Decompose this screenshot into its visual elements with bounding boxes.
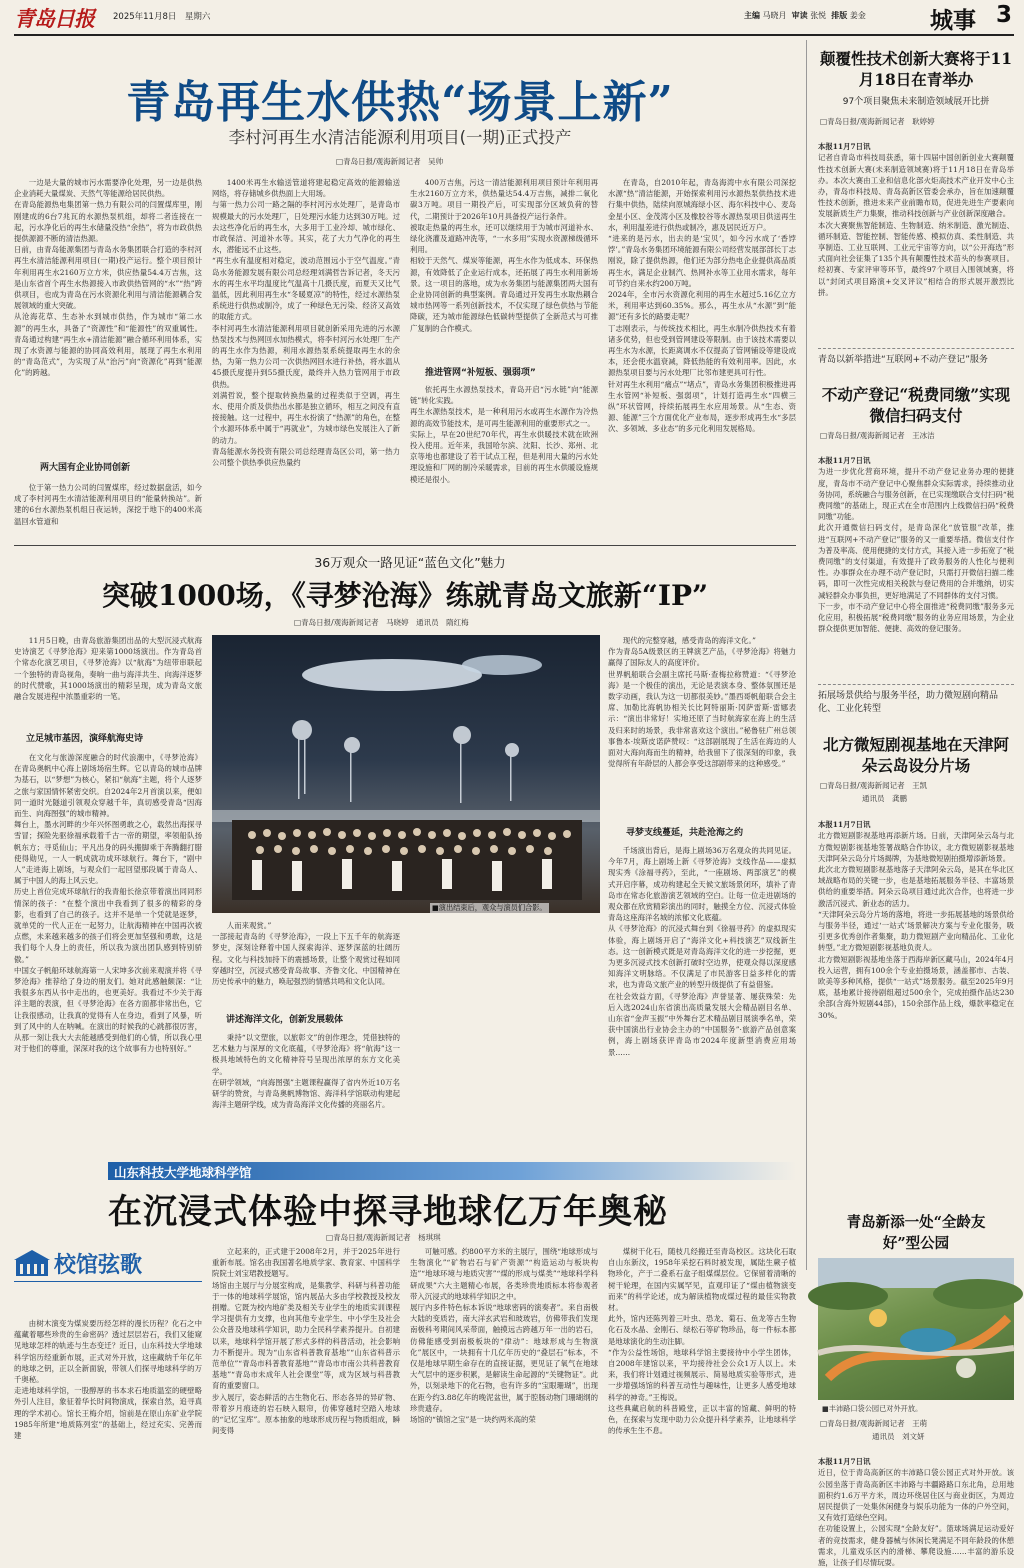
story2-col1: 11月5日晚，由青岛旅游集团出品的大型沉浸式航海史诗演艺《寻梦沧海》迎来第1000场演出。作为青岛首个常态化演艺项目，《寻梦沧海》以“航海”为纽带串联起一个独特的青岛视角，奏响一曲与海洋共生、向海洋逐梦的时代赞歌，其1000场演出的精彩呈现，成为青岛文旅融合发展进程中浓墨重彩的一笔。 [14,636,202,702]
story3-headline: 在沉浸式体验中探寻地球亿万年奥秘 [108,1192,668,1232]
column-divider [806,40,807,1270]
story2-byline: □青岛日报/观海新闻记者 马晓婷 通讯员 隋红梅 [294,618,469,627]
page-number: 3 [996,2,1013,28]
side1-headline: 颠覆性技术创新大赛将于11月18日在青举办 [819,49,1013,89]
side2-body: 为进一步优化营商环境，提升不动产登记业务办理的便捷度，青岛市不动产登记中心聚焦群众实际需求，持续推动业务协同，系统融合与服务创新，在已实现缴联合支付扫码“税费同缴”的基础上，现正式在全市范围内上线微信扫码“税费同缴”功能。 此次开通微信扫码支付，是青岛深化“放管服”改革，推进“互联网+不动产登记”服务的又一重要举措。微信支付作为普及率高、使用便捷的支付方式，其接入进一步拓宽了“税费同缴”的支付渠道，有效提升了政务服务的人性化与便利性。办事群众在办理不动产登记时，只需打开微信扫描二维码，即可一次性完成相关税款与登记费用的合并缴纳，切实减轻群众办事负担，更好地满足了不同群体的支付习惯。 下一步，市不动产登记中心将全面推进“税费同缴”服务多元化应用，积极拓展“税费同缴”服务的业务应用场景，为企业群众提供更加智能、便捷、高效的登记服务。 [818,467,1014,634]
side4-headline: 青岛新添一处“全龄友好”型公园 [846,1214,986,1252]
side4-body: 近日，位于青岛高新区的丰沛路口袋公园正式对外开放。该公园坐落于青岛高新区丰沛路与丰疆路路口东北角，总用地面积约1.6万平方米，周边环绕居住区与商业街区，为周边居民提供了一处集休闲健身与娱乐功能为一体的户外空间，又有效打造绿色空间。 在功能设置上，公园实现“全龄友好”。篮球场满足运动爱好者的竞技需求，健身器械与休闲长凳满足不同年龄段的休憩需求，儿童戏乐区内的滑梯、攀爬设施……丰富的游乐设施，让孩子们尽情玩耍。 [818,1468,1014,1568]
lead-col1: 一边是大量的城市污水需要净化处理，另一边是供热企业消耗大量煤炭、天然气等能源给居民供热。 在青岛能源热电集团第一热力有限公司的闫置煤库里，刚刚建成的6台7兆瓦的水源热泵机组，却将二者连接在一起，污水净化后的再生水储量没热“余热”，将为市政供热提供源源不断的清洁热源。 日前，由青岛能源集团与青岛水务集团联合打造的李村河再生水清洁能源利用项目(一期)投产运行。整个项目预计年利用再生水2160万立方米，供应热量54.4万吉焦，这是山东省首个再生水热源接入市政供热管网的“水”“热”跨供项目，也成为青岛在污水资源化利用与清洁能源耦合发展领域的重大突破。 从沧海花草、生态补水到城市供热，作为城市“第二水源”的再生水，具备了“资源性”和“能源性”的双重属性。青岛通过构建“再生水+清洁能源”融合循环利用体系，实现了水资源与能源的协同高效利用，展现了再生水利用的“青岛范式”，为实现了从“治污”向“资源化”再到“能源化”的跨越。 [14,178,202,378]
side1-text [818,130,1014,342]
story2-col2b: 秉持“以文塑旅，以旅彰文”的创作理念，凭借独特的艺术魅力与深厚的文化底蕴，《寻梦沧海》将“航海”这一极具地域特色的文化精神符号呈现出浓厚的东方文化美学。 在研学领域，“向海图强”主题课程赢得了省内外近10万名研学的赞赏，与青岛奥帆博物馆、海洋科学馆联动构建起海洋主题研学线，成为青岛海洋文化传播的亮丽名片。 [212,1033,400,1110]
lead-col4: 在青岛，自2010年起，青岛海湾中水有限公司深挖水源“热”清洁能源，开始探索利用污水源热泵供热技术进行集中供热，陆续向原城海绿小区、海尔科技中心、麦岛金星小区、金茂湾小区及橡胶谷等水源热泵项目供送再生水，利用温差进行供热或制冷，惠及居民近万户。 “进来的是污水，出去的是‘宝贝’，如今污水成了‘香饽饽’。”青岛水务集团环境能源有限公司经营发展部部长丁志刚说，除了提供热源，他们还为部分热电企业提供高品质再生水，满足企业制汽、热网补水等工业用水需求，每年可节约自来水约200万吨。 2024年，全市污水资源化利用的再生水超过5.16亿立方米，利用率达到60.35%。那么，再生水从“水源”到“能源”还有多长的路要走呢？ 丁志刚表示，与传统技术相比，再生水制冷供热技术有着诸多优势，但也受到管网建设等限制。由于该技术需要以再生水为水源，长距离调水不仅提高了管网铺设等建设成本，还会使水温衰减，降低热能的有效利用率。因此，水源热泵项目要与污水处理厂比邻布建更具可行性。 针对再生水利用“痛点”“堵点”，青岛水务集团积极推进再生水管网“补短板、强弱项”，计划打造再生水“四横三纵”环状管网，持续拓展再生水应用场景。从“生态、资源、能源”三个方面优化产业布局，逐步形成再生水“多层次、多领域、多业态”的多元化利用发展格局。 [608,178,796,434]
editor-credits [744,10,866,21]
story2-kicker: 36万观众一路见证“蓝色文化”魅力 [314,555,506,570]
side2-byline: □青岛日报/观海新闻记者 王冰洁 [820,431,935,440]
side2-kicker: 青岛以新举措进“互联网+不动产登记”服务 [818,355,988,365]
side4-lead-tag: 本报11月7日讯 [818,1457,871,1467]
story3-col1: 由树木演变为煤炭要历经怎样的漫长历程？化石之中蕴藏着哪些珍贵的生命密码？透过层层岩石，我们又能窥见地球怎样的轨迹与生态变迁？近日，山东科技大学地球科学馆历经重新布展，正式对外开放，这座藏纳千年亿年的地球之钥，正以全新面貌，带领人们探寻地球科学的万千奥秘。 走进地球科学馆，一股醇厚的书本求石地质温室的硬壁略外引人注目，象征着华长时间物演成，探索自然，追寻真理的学术初心。馆长王梅介绍，馆前是在原山东矿业学院1985年所建“地质陈列室”的基础上，经过充实、完善而建 [14,1319,202,1441]
side2-rule [818,684,1014,685]
side2-text [818,444,1014,682]
lead-col1-subhead: 两大国有企业协同创新 [40,463,131,473]
story3-byline: □青岛日报/观海新闻记者 杨琪琪 [326,1233,441,1242]
side3-lead-tag: 本报11月7日讯 [818,820,871,830]
side3-kicker: 拓展场景供给与服务半径，助力微短剧向精品化、工业化转型 [818,691,999,714]
side4-byline2: 通讯员 刘文妍 [872,1432,925,1441]
story2-col1b: 在文化与旅游深度融合的时代浪潮中，《寻梦沧海》在青岛奥帆中心海上剧场场宿生辉。它以青岛的城市品牌为基石，以“梦想”为核心，紧扣“航海”主题，将个人逐梦之旅与家国情怀紧密交织。自2024年2月首演以来，便如同一道时光隧道引领观众穿越千年，真切感受青岛“因海而生、向海图强”的城市精神。 舞台上，墨水河畔的少年兴怀图勇敢之心，载然出海探寻雪冒；探险先驱徐福承载着千古一帝的期望，率领船队扬帆东方；寻觅仙山；平凡出身的码头搬脚乘于奔腾翻打腊使得勋见，一人一帆成就功成环球航行。舞台下，“剧中人”走进海上剧场，与观众们一起回望那段属于青岛人、属于中国人的海上风云史。 历史上首位完成环球航行的我青船长徐京带着演出同同形情深的孩子：“在整个演出中我看到了很多的精彩的身影，也看到了自己的孩子。这并不是单一个凭就是逐梦，就单凭的一代人正在一起努力，让航海精神在中国再次被点燃，未来越来越多的孩子们将会更加坚强和勇敢，这是我们每个人身上的责任，所以我为演出团队感到特别骄傲。” 中国女子帆船环球航海第一人宋坤多次前来观演并将《寻梦沧海》推荐给了身边的朋友们。她对此感触颇深：“让我很多东西从书中走出的，也更美好。我看过不少关于海洋主题的表演，但《寻梦沧海》在各方面都非常出色，它让我很感动，让我真的觉得有人在身边，看到了风暴，听到了风中的人在呐喊。在演出的时候我的心跳都很厉害，从那一刻让我大大去能越感受到他们的心情，所以我心里对于他们的尊重，深深对我的这个故事有力也特别好。” [14,753,202,1054]
story3-kicker: 山东科技大学地球科学馆 [114,1165,252,1180]
story3-col3: 可触可感。约800平方米的主展厅，围绕“地球形成与生物演化”“矿物岩石与矿产资源”“构造运动与板块构造”“地球环境与地质灾害”“煤的形成与煤类”“地球科学科研成果”六大主题精心布展，各类珍贵地质标本将参观者带入沉浸式的地球科学知识之中。 展厅内多件特色标本诉说“地球密码的演奏者”。来自南极大陆的变质岩，南大洋玄武岩和玻玻岩，仿佛带我们发现南极科考期间风采带面，触摸远古跨越万年一出的岩石，仿佛能感受到南极板块的“律动”：地球形成与生物演化”展区中，一块拥有十几亿年历史的“叠层石”标本，不仅是地球早期生命存在的直接证据，更见证了氧气在地球大气层中的逐步积累，是解读生命起源的“关键物证”。此外，以刻录地下的化石物，也有许多的“宝眼珊瑚”，出现在距今约3.88亿年的晚泥盆世，属于腔肠动物门珊瑚纲的珍贵遗存。 场馆的“镇馆之宝”是一块约两米高的荣 [410,1247,598,1425]
side3-byline: □青岛日报/观海新闻记者 王凯 [820,781,928,790]
newspaper-logo: 青岛日报 [14,6,94,31]
side3-byline2: 通讯员 龚鹏 [862,794,907,803]
masthead-rule [14,34,1014,36]
park-photo [818,1258,1014,1400]
show-photo-caption: ■演出结束后，观众与演员们合影。 [432,903,547,912]
masthead [0,0,1024,34]
story3-col2: 立起来的，正式建于2008年2月，并于2025年进行重新布展。馆名由我国著名地质学家、教育家、中国科学院院士刘宝珺教授题写。 场馆由主展厅与分展室构成，是集教学、科研与科普功能于一体的地球科学展馆，馆内展品大多由学校教授及校友捐赠。它既为校内地矿类及相关专业学生的地质实训课程学习提供有力支撑，也向其他专业学生、中小学生及社会公众普及地球科学知识，助力全民科学素养提升。自初建以来，地球科学馆开展了形式多样的科普活动，社会影响力不断提升。现为“山东省科普教育基地”“山东省科普示范单位”“青岛市科普教育基地”“青岛市市南公共科普教育基地”“青岛市未成年人社会课堂”等，成为区域与科普教育的重要窗口。 步入展厅，姿态鲜活的古生物化石、形态各异的异矿物、带着岁月痕迹的岩石映入眼帘，仿佛穿越时空踏入地球的“记忆宝库”。原本抽象的地球形成历程与物质组成，瞬间变得 [212,1247,400,1436]
side1-body: 记者自青岛市科技局获悉，第十四届中国创新创业大赛颠覆性技术创新大赛(未来制造领域赛)将于11月18日在青岛举办。本次大赛由工业和信息化部火炬高技术产业开发中心主办，青岛市科技局、青岛高新区管委会承办，旨在加速颠覆性技术创新，推进未来产业前瞻布局，促进先进生产要素向发展新质生产力集聚，推动科技创新与产业创新深度融合。 本次大赛聚焦智能制造、生物制造、纳米制造、激光制造、循环制造、智能控制、智能传感、模拟仿真、柔性制造、共享制造、工业互联网、工业元宇宙等方向，以“公开海选”形式面向社会征集了135个具有颠覆性技术苗头的参赛项目。经初赛、专家评审等环节，最终97个项目入围领域赛，将以“封闭式项目路演+交叉评议”相结合的形式展开激烈比拼。 [818,153,1014,297]
story2-col4b: 千场演出背后，是海上剧场36万名观众的共同见证。今年7月，海上剧场上新《寻梦沧海》支线作品——虚拟现实秀《涂福寻药》，至此，“一座剧场、两部演艺”的模式开启序幕，成功构建起全天候文旅场景闭环，填补了青岛市在常态化旅游演艺领域的空白。让每一位走进剧场的观众都在欣赏精彩演出的同时，触摸全方位、沉浸式体验青岛这座海洋名城的浓郁文化底蕴。 从《寻梦沧海》的沉浸式舞台到《徐福寻药》的虚拟现实体验，海上剧场开启了“海洋文化+科技演艺”双线新生态。这一创新模式既是对青岛海洋文化的进一步挖掘，更为更多沉浸式技术创新打破时空边界，使观众得以深度感知海洋文明脉络。不仅满足了市民游客日益多样化的需求，也为青岛文旅产业的转型升级提供了有益借鉴。 在社会效益方面，《寻梦沧海》声誉显著、屡获殊荣：先后入选2024山东省演出高质量发展大会精品剧目名单、山东省“金声玉振”中外舞台艺术精品剧目展演季名单，荣获中国演出行业协会主办的“中国服务”·旅游产品创意案例，海上剧场获评青岛市2024年度新型消费应用场景…… [608,846,796,1057]
side1-subhead: 97个项目聚焦未来制造领域展开比拼 [842,97,990,107]
show-photo-illustration [212,635,600,913]
lead-col1b: 位于第一热力公司的闫置煤库，经过数据盘活，如今成了李村河再生水清洁能源利用项目的“能量转换站”。新建的6台水源热泵机组日夜运转，深挖于地下的400米高温回水管道和 [14,483,202,526]
side3-text [818,808,1014,1208]
park-illustration [818,1258,1014,1400]
reviewer-name: 张悦 [810,11,827,20]
building-icon [14,1248,50,1278]
story2-col1-subhead: 立足城市基因，演绎航海史诗 [26,734,144,744]
side3-headline: 北方微短剧视基地在天津阿朵云岛设分片场 [822,735,1009,775]
lead-subhead: 李村河再生水清洁能源利用项目(一期)正式投产 [228,128,572,147]
side1-byline: □青岛日报/观海新闻记者 耿婷婷 [820,117,935,126]
story2-col2: 人而来观赏。” 一部接起青岛的《寻梦沧海》，一段上下五千年的航海逐梦史，深刻诠释着中国人探索海洋、逐梦深蓝的壮阔历程。文化与科技加持下的震撼场景，让整个观赏过程如同穿越时空，沉浸式感受青岛故事、齐鲁文化、中国精神在历史传承中的魅力，唤起强烈的情感共鸣和文化认同。 [212,921,400,987]
section-name: 城事 [930,8,976,34]
side2-lead-tag: 本报11月7日讯 [818,456,871,466]
reviewer-label: 审读 [791,11,808,20]
story2-headline: 突破1000场，《寻梦沧海》练就青岛文旅新“IP” [101,579,709,612]
side3-body: 北方微短剧影视基地再添新片场。日前，天津阿朵云岛与北方微短剧影视基地签署战略合作协议，北方微短剧影视基地天津阿朵云岛分片场揭牌，为基地微短剧拍摄增添新场景。 此次北方微短剧影视基地落子天津阿朵云岛，是其在华北区域战略布局的关键一步，也是基地拓展服务半径、丰富场景供给的重要举措。阿朵云岛项目通过此次合作，也将进一步激活沉浸式、新业态的活力。 “天津阿朵云岛分片场的落地，将进一步拓展基地的场景供给与服务半径，通过‘一站式’场景解决方案与专业化服务，吸引更多优秀创作者集聚，助力微短剧产业向精品化、工业化转型。”北方微短剧影视基地负责人。 北方微短剧影视基地坐落于西海岸新区藏马山，2024年4月投入运营，拥有100余个专业拍摄场景，涵盖都市、古装、欧美等多种风格，提供“一站式”场景服务。截至2025年9月底，基地累计接待剧组超过500余个，完成拍摄作品达230余部(含海外短剧44部)，150余部作品上线，爆款率稳定在30%。 [818,831,1014,1020]
side4-caption: ■丰沛路口袋公园已对外开放。 [822,1404,923,1413]
editor-label: 主编 [744,11,760,20]
side2-headline: 不动产登记“税费同缴”实现微信扫码支付 [821,385,1011,425]
issue-date: 2025年11月8日 星期六 [113,12,211,22]
show-photo [212,635,600,913]
lead-col2: 1400米再生水输送管道将建起稳定高效的能源输送网络，将存储城乡供热面上大用场。 与第一热力公司一路之隔的李村河污水处理厂，是青岛市规模最大的污水处理厂，日处理污水能力达到30万吨。过去这些净化后的再生水，大多用于工业冷却、城市绿化、市政保洁、河道补水等。其实，花了大力气净化的再生水，潜能远不止这些。 “再生水有温度相对稳定，波动范围远小于空气温度。”青岛水务能源发展有限公司总经理刘满哲告诉记者，冬天污水的再生水平均温度比气温高十几摄氏度，而夏天又比气温低，因此利用再生水“冬暖夏凉”的特性，经过水源热泵系统进行供热或制冷，成了一种绿色无污染、经济又高效的取能方式。 李村河再生水清洁能源利用项目就创新采用先进的污水源热泵技术与热网回水加热模式，将李村河污水处理厂生产的再生水作为热源，利用水源热泵系统提取再生水的余热，为第一热力公司一次供热网回水进行补热，将水温从45摄氏度提升到55摄氏度，最终并入热力管网用于市政供热。 刘满哲说，整个提取转换热量的过程类似于空调，再生水、使用介质及供热出水都是独立循环，相互之间没有直接接触。这一过程中，再生水扮演了“热源”的角色，在整个水源环体系中属于“再就业”，为城市绿色发展注入了新的动力。 青岛能源水务投资有限公司总经理青岛区公司，第一热力公司整个供热季供应热量约 [212,178,400,468]
side1-rule [818,348,1014,349]
column-logo [14,1246,202,1282]
lead-col3: 400万吉焦，污这一清洁能源利用项目预计年利用再生水2160万立方米，供热量达54.4万吉焦，减排二氧化碳3万吨。项目一期投产后，可实现部分区域负荷的替代，二期预计于2026年10月具备投产运行条件。 被取走热量的再生水，还可以继续用于为城市河道补水、绿化浇灌及道路冲洗等，“一水多用”实现水资源梯级循环利用。 相较于天然气、煤炭等能源，再生水作为低成本、环保热源，有效降低了企业运行成本，还拓展了再生水利用新场景。这一项目的落地，成为水务集团与能源集团两大国有企业协同创新的典型案例。青岛通过开发再生水取热耦合城市热网等一系列创新技术，不仅实现了绿色供热与节能降碳，还为城市能源绿色低碳转型提供了全新范式与可推广复制的合作模式。 [410,178,598,333]
layout-name: 姜金 [849,11,866,20]
layout-label: 排版 [831,11,848,20]
story3-col4: 煤树干化石，随枝几经搬迁至青岛校区。这块化石取自山东新汶，1958年采挖石料时被发现，属陆生蕨子植物珍化，产于二叠系石盒子组煤煤层位。它保留着清晰的树干轮理，在国内实属罕见，直观印证了“煤由植物演变而来”的科学论述，成为解读植物成煤过程的最佳实物教材。 此外，馆内还陈列着三叶虫、恐龙、菊石、鱼龙等古生物化石及水晶、金刚石、绿松石等矿物珍品，每一件标本都是地球演化的生动注脚。 “作为公益性场馆，地球科学馆主要接待中小学生团体，自2008年建馆以来，平均接待社会公众1万人以上。未来，我们将计划通过视频展示、简易地质实验等形式，进一步增强场馆的科普互动性与趣味性，让更多人感受地球科学的神奇。”王梅说。 这些典藏启航的科普殿堂，正以丰富的馆藏、鲜明的特色，在探索与发现中助力公众提升科学素养，让地球科学的传承生生不息。 [608,1247,796,1436]
story2-col4-subhead: 寻梦支线蔓延，共赴沧海之约 [626,828,744,838]
lead-headline: 青岛再生水供热“场景上新” [126,77,674,128]
side4-byline: □青岛日报/观海新闻记者 王萌 [820,1419,928,1428]
lead-col3b: 依托再生水源热泵技术，青岛开启“污水链”向“能源链”转化实践。 再生水源热泵技术，是一种利用污水或再生水源作为冷热源的高效节能技术，是可再生能源利用的重要形式之一。 实际上，早在20世纪70年代，再生水供暖技术就在欧洲投入使用。近年来，我国哈尔滨、沈阳、长沙、郑州、北京等地也都建设了若干试点工程，但是利用大量的污水处理设施和厂网的制冷采暖需求，目前的再生水供暖设施规模还是很小。 [410,385,598,484]
story3-kicker-bar [108,1162,796,1180]
story2-col2-subhead: 讲述海洋文化，创新发展载体 [226,1015,344,1025]
column-tag: 校馆弦歌 [54,1252,143,1278]
editor-name: 马晓月 [762,11,787,20]
side1-lead-tag: 本报11月7日讯 [818,142,871,152]
side4-text [818,1445,1014,1568]
story2-col4: 现代的完整穿越，感受青岛的海洋文化。” 作为青岛5A级景区的王牌演艺产品，《寻梦沧海》将魅力赢得了国际友人的高度评价。 世界帆船联合会副主席托马斯·查梅拉称赞道：“《寻梦沧海》是一个极佳的演出，无论是表演本身、整体氛围还是数字动画，我认为这一切都很美妙。”墨西哥帆船联合会主席、加勒比海帆协相关长比阿特丽斯·冈萨雷斯·雷娜表示：“演出非常好！实地还原了当时航海家在海上的生活及归来时的场景，我非常喜欢这个演出。”秘鲁驻广州总领事鲁本·埃斯皮诺萨赞叹：“这部剧展现了生活在海边的人面对大海向海而生的精神，给我留下了很深刻的印象，我觉得所有年龄层的人都会享受这部剧带来的这种感受。” [608,636,796,769]
lead-byline: □青岛日报/观海新闻记者 吴帅 [336,157,444,166]
story2-top-rule [14,545,796,546]
lead-col3-subhead: 推进管网“补短板、强弱项” [425,368,536,378]
